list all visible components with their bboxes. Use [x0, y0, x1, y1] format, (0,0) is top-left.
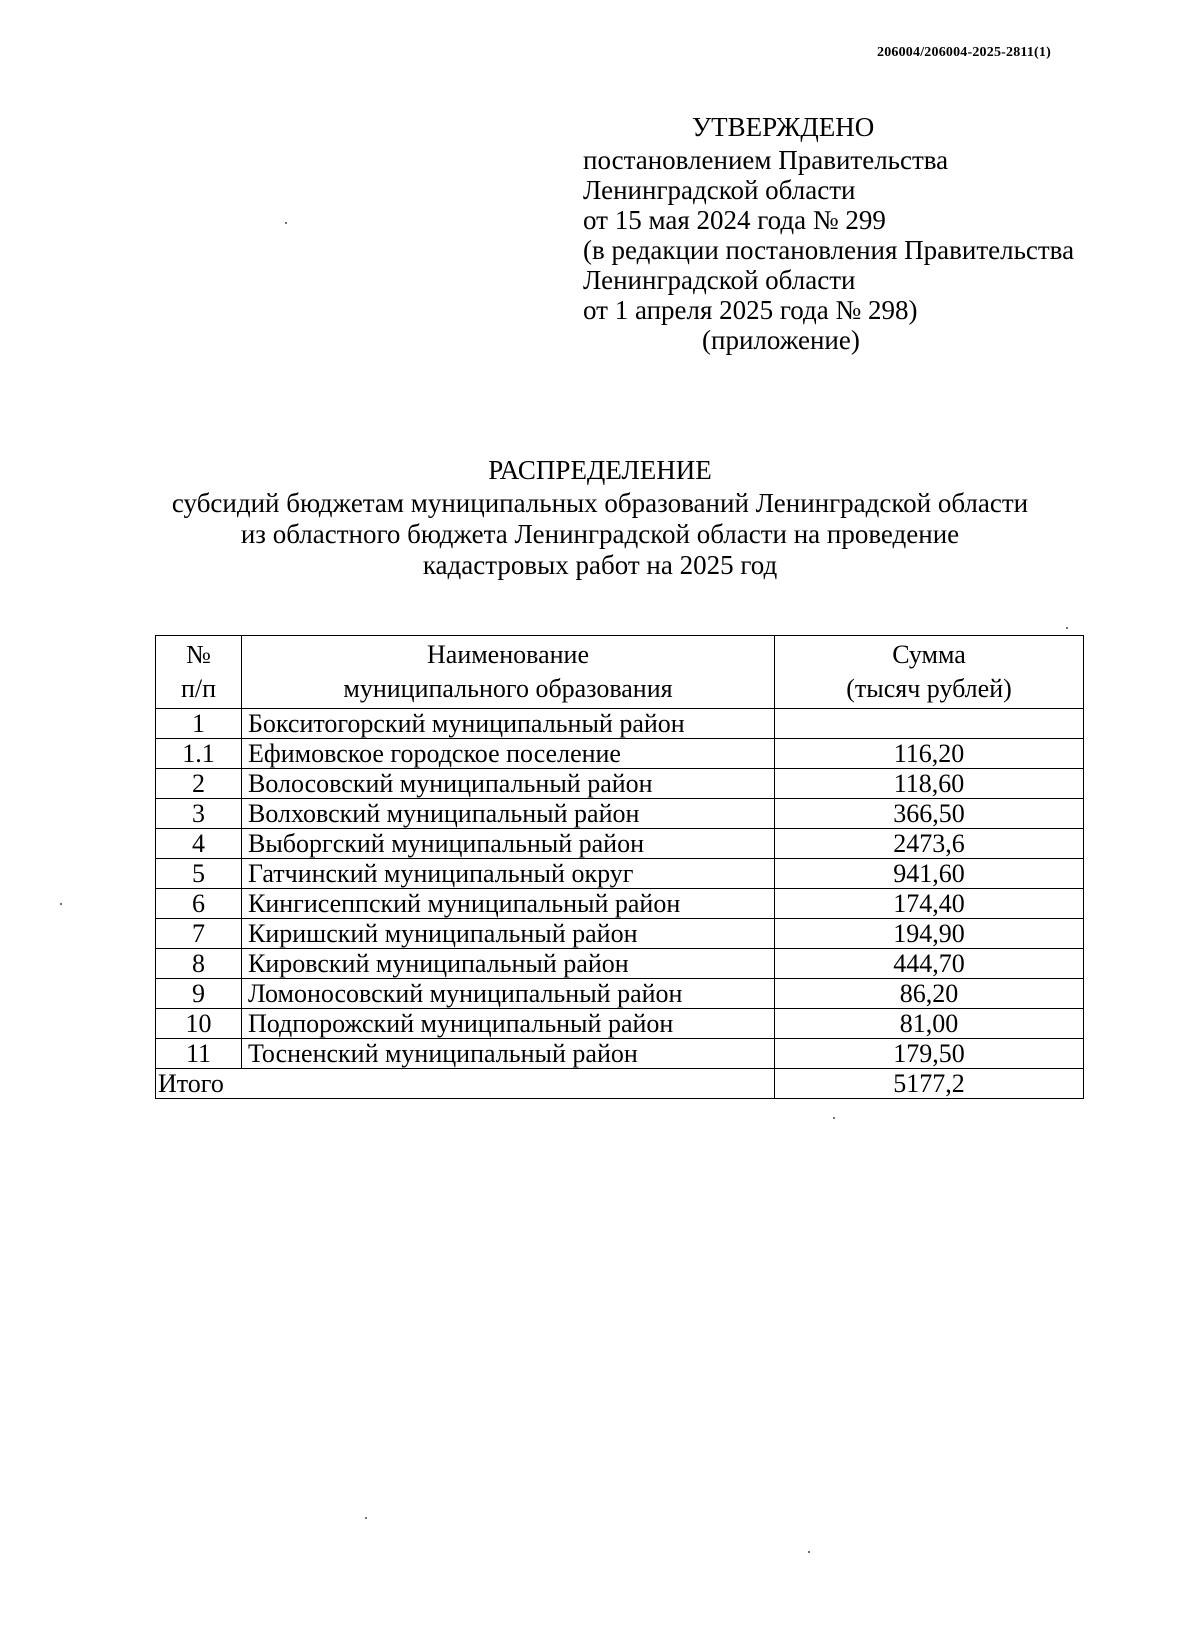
document-subtitle-line-3: кадастровых работ на 2025 год: [422, 550, 778, 580]
approval-line-4: (в редакции постановления Правительства: [583, 235, 1075, 265]
document-subtitle-line-1: субсидий бюджетам муниципальных образований Ленинградской области: [171, 488, 1029, 518]
scan-speck: [60, 903, 62, 905]
row-number: 3: [156, 799, 242, 829]
table-row: [156, 889, 1084, 919]
row-municipality-name: Подпорожский муниципальный район: [242, 1009, 775, 1039]
approval-line-5: Ленинградской области: [583, 265, 856, 295]
row-number: 7: [156, 919, 242, 949]
row-sum: 941,60: [775, 859, 1084, 889]
row-number: 6: [156, 889, 242, 919]
table-row: [156, 979, 1084, 1009]
table-row: [156, 769, 1084, 799]
row-number: 10: [156, 1009, 242, 1039]
scan-speck: [365, 1517, 367, 1519]
table-header-row: [156, 636, 1084, 709]
header-number-line-2: п/п: [180, 674, 217, 703]
row-number: 5: [156, 859, 242, 889]
row-sum: 179,50: [775, 1039, 1084, 1069]
header-sum-line-1: Сумма: [892, 640, 966, 669]
row-number: 11: [156, 1039, 242, 1069]
total-row: [156, 1069, 1084, 1099]
row-sum: 86,20: [775, 979, 1084, 1009]
table-row: [156, 919, 1084, 949]
header-sum: [775, 636, 1084, 709]
table-row: [156, 739, 1084, 769]
table-row: [156, 859, 1084, 889]
total-label: Итого: [156, 1069, 775, 1099]
row-municipality-name: Киришский муниципальный район: [242, 919, 775, 949]
total-sum: 5177,2: [775, 1069, 1084, 1099]
document-title: РАСПРЕДЕЛЕНИЕ: [488, 455, 712, 485]
row-sum: 444,70: [775, 949, 1084, 979]
row-municipality-name: Кингисеппский муниципальный район: [242, 889, 775, 919]
approval-heading: УТВЕРЖДЕНО: [692, 112, 875, 142]
table-row: [156, 829, 1084, 859]
table-row: [156, 949, 1084, 979]
scan-speck: [285, 222, 287, 224]
distribution-table: [155, 635, 1084, 1099]
row-sum: [775, 709, 1084, 739]
row-municipality-name: Бокситогорский муниципальный район: [242, 709, 775, 739]
row-municipality-name: Ломоносовский муниципальный район: [242, 979, 775, 1009]
approval-line-7: (приложение): [702, 325, 860, 355]
approval-line-3: от 15 мая 2024 года № 299: [583, 205, 886, 235]
row-sum: 81,00: [775, 1009, 1084, 1039]
scan-speck: [808, 1551, 810, 1553]
scan-speck: [833, 1117, 835, 1119]
scan-speck: [1066, 627, 1068, 629]
row-sum: 366,50: [775, 799, 1084, 829]
row-number: 1: [156, 709, 242, 739]
row-number: 4: [156, 829, 242, 859]
row-municipality-name: Волховский муниципальный район: [242, 799, 775, 829]
header-name: [242, 636, 775, 709]
header-sum-line-2: (тысяч рублей): [846, 674, 1012, 703]
row-municipality-name: Кировский муниципальный район: [242, 949, 775, 979]
header-number: [156, 636, 242, 709]
table-row: [156, 799, 1084, 829]
row-municipality-name: Ефимовское городское поселение: [242, 739, 775, 769]
row-sum: 174,40: [775, 889, 1084, 919]
row-sum: 116,20: [775, 739, 1084, 769]
row-number: 2: [156, 769, 242, 799]
document-subtitle-line-2: из областного бюджета Ленинградской области на проведение: [240, 519, 960, 549]
row-municipality-name: Волосовский муниципальный район: [242, 769, 775, 799]
row-municipality-name: Гатчинский муниципальный округ: [242, 859, 775, 889]
table-row: [156, 1009, 1084, 1039]
row-sum: 194,90: [775, 919, 1084, 949]
row-municipality-name: Тосненский муниципальный район: [242, 1039, 775, 1069]
row-number: 9: [156, 979, 242, 1009]
approval-line-6: от 1 апреля 2025 года № 298): [583, 295, 918, 325]
table-row: [156, 709, 1084, 739]
row-sum: 2473,6: [775, 829, 1084, 859]
approval-line-1: постановлением Правительства: [583, 145, 949, 175]
document-id: 206004/206004-2025-2811(1): [877, 45, 1051, 60]
header-number-line-1: №: [186, 640, 211, 669]
row-number: 8: [156, 949, 242, 979]
table-row: [156, 1039, 1084, 1069]
header-name-line-2: муниципального образования: [343, 674, 673, 703]
header-name-line-1: Наименование: [427, 640, 589, 669]
row-sum: 118,60: [775, 769, 1084, 799]
row-number: 1.1: [156, 739, 242, 769]
table-body: [156, 709, 1084, 1069]
row-municipality-name: Выборгский муниципальный район: [242, 829, 775, 859]
approval-line-2: Ленинградской области: [583, 175, 856, 205]
